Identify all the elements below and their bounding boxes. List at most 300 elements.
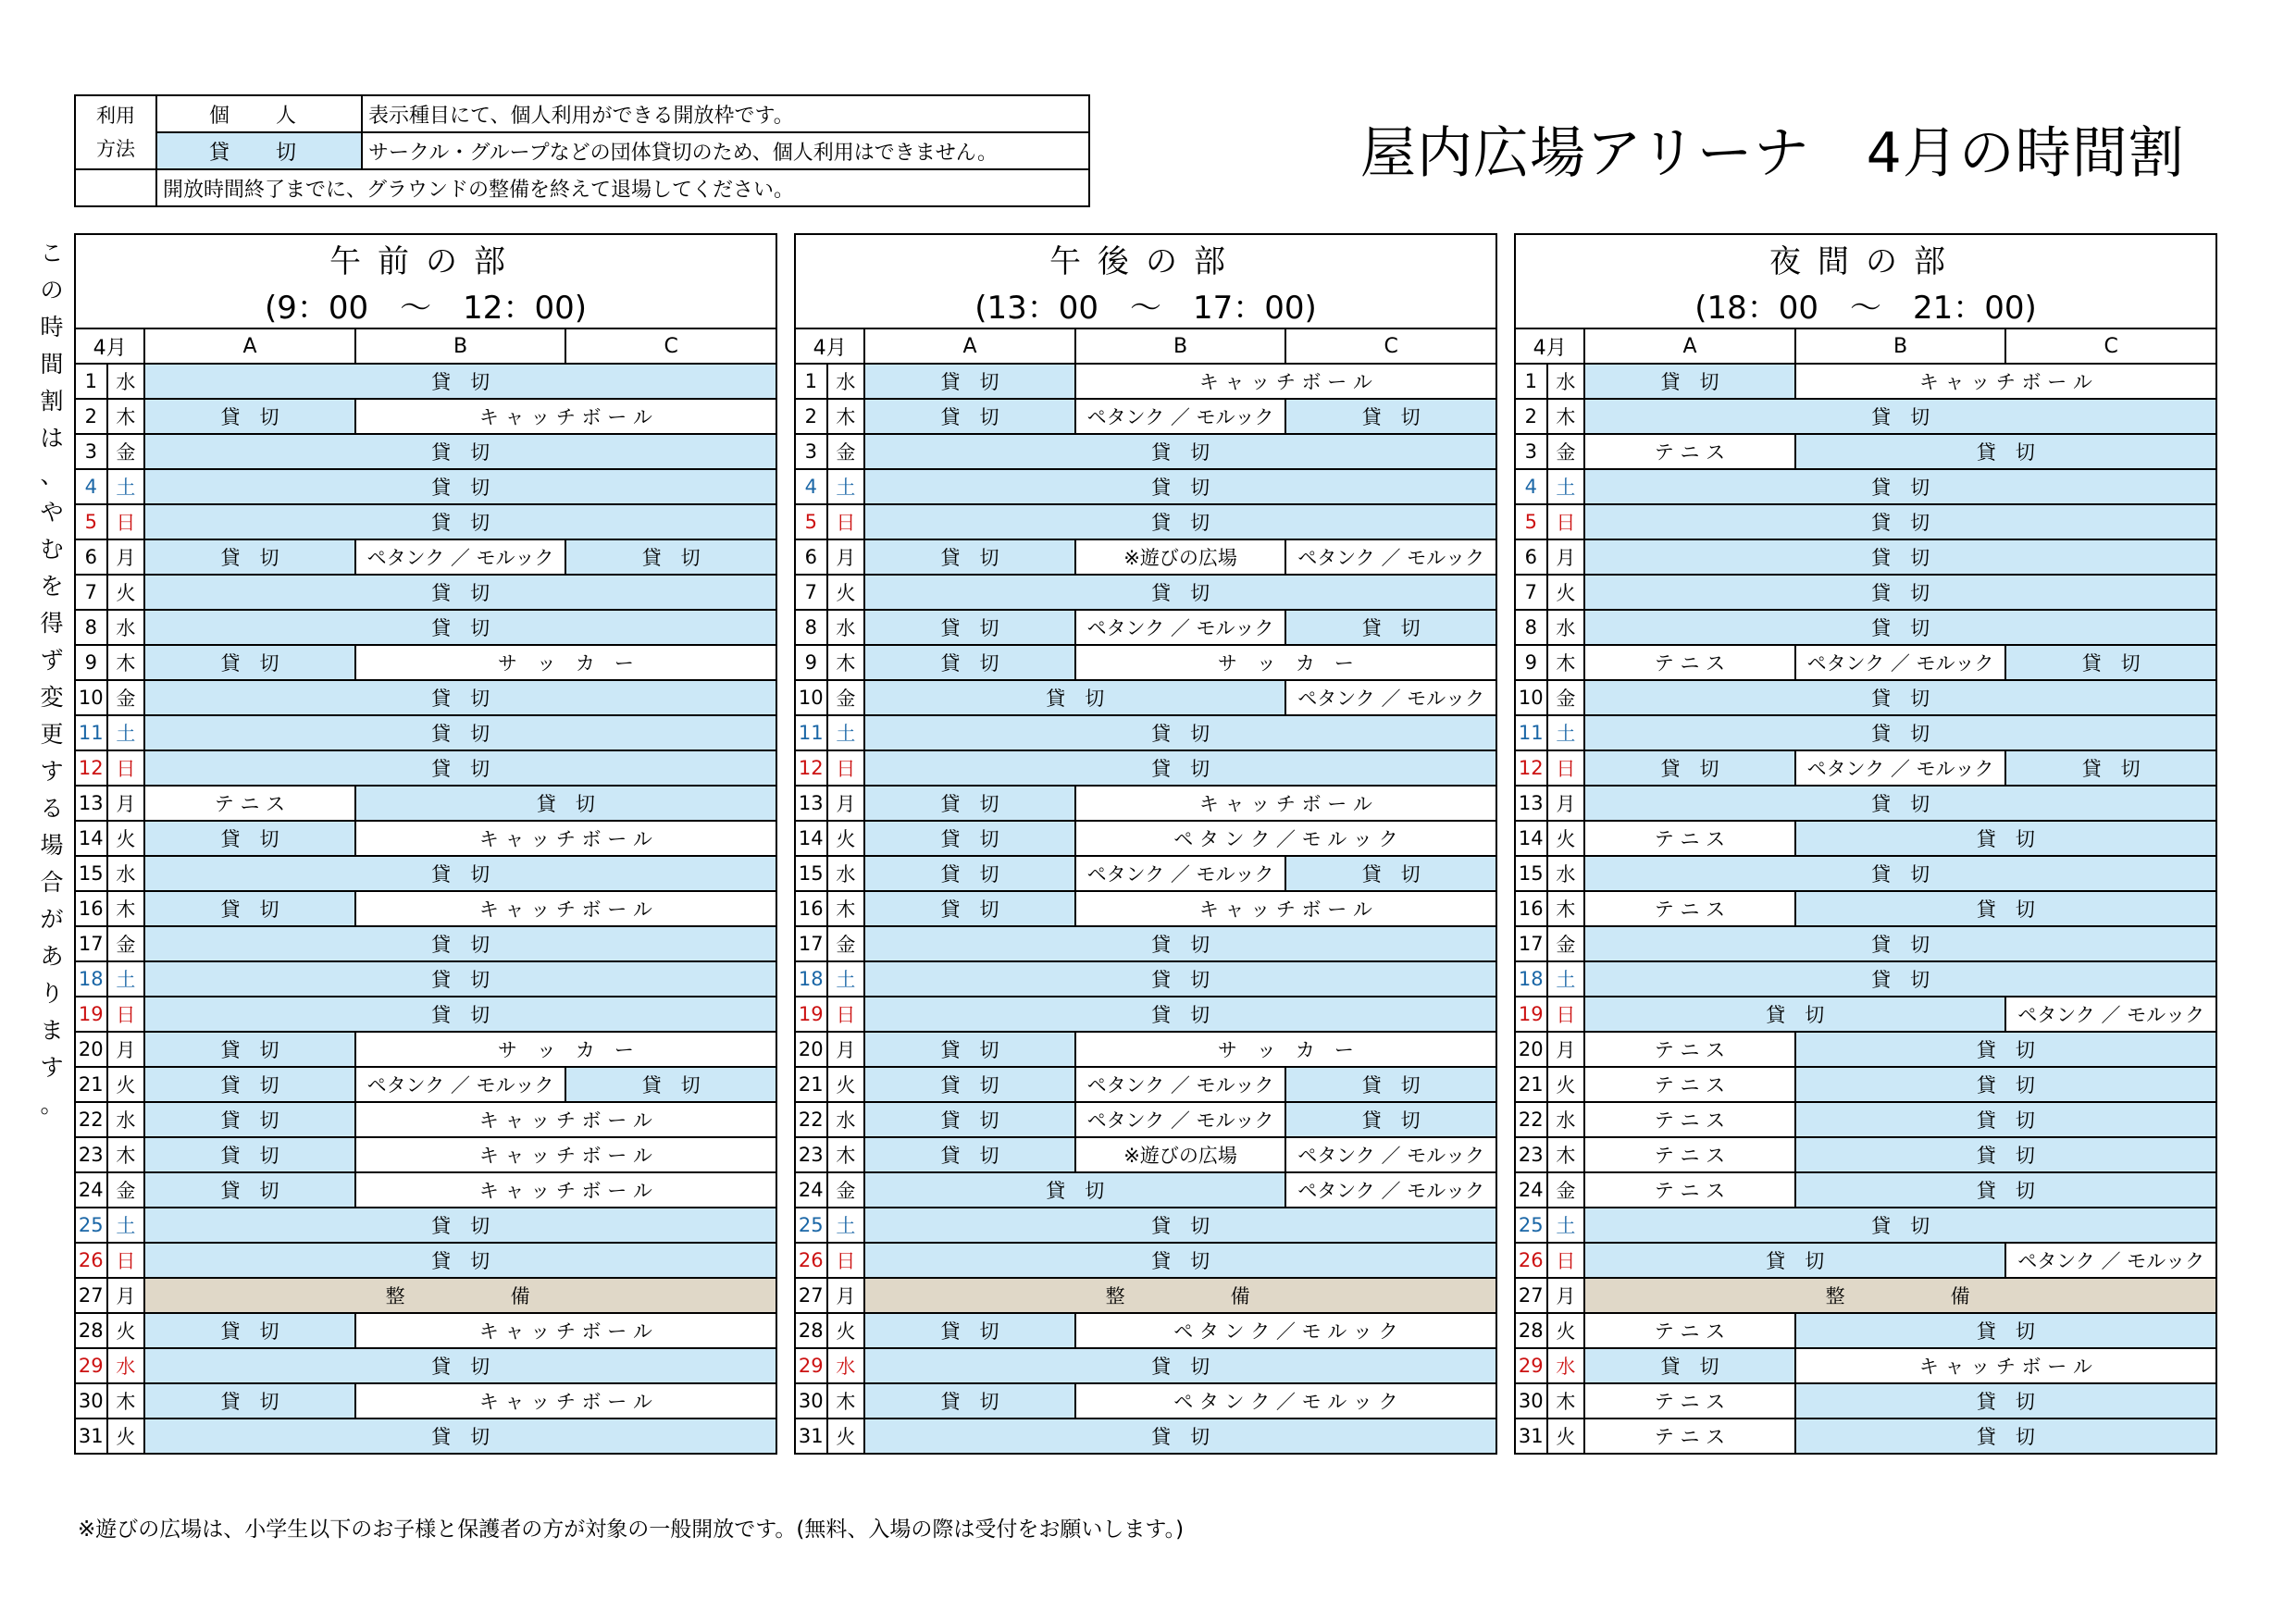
vertical-note-char: こ xyxy=(40,240,64,266)
day-number: 8 xyxy=(1515,610,1547,645)
schedule-cell: 貸 切 xyxy=(144,997,776,1032)
schedule-row xyxy=(1515,399,2216,434)
schedule-cell: テ ニ ス xyxy=(1584,434,1795,469)
weekday: 土 xyxy=(1547,961,1585,997)
schedule-cell: 貸 切 xyxy=(144,891,355,926)
weekday: 火 xyxy=(1547,1419,1585,1454)
day-number: 11 xyxy=(1515,715,1547,750)
day-number: 3 xyxy=(795,434,827,469)
schedule-row xyxy=(1515,539,2216,575)
schedule-row xyxy=(1515,961,2216,997)
day-number: 17 xyxy=(75,926,107,961)
day-number: 18 xyxy=(75,961,107,997)
schedule-cell: キ ャ ッ チ ボ ー ル xyxy=(1075,891,1496,926)
vertical-note-char: が xyxy=(40,906,64,933)
day-number: 24 xyxy=(795,1172,827,1208)
weekday: 火 xyxy=(107,1419,145,1454)
vertical-note-char: の xyxy=(40,277,64,304)
weekday: 月 xyxy=(1547,786,1585,821)
schedule-cell: 貸 切 xyxy=(1285,610,1496,645)
day-number: 28 xyxy=(1515,1313,1547,1348)
weekday: 木 xyxy=(107,645,145,680)
schedule-cell: ペタンク ／ モルック xyxy=(1075,399,1286,434)
day-number: 7 xyxy=(1515,575,1547,610)
weekday: 木 xyxy=(107,1137,145,1172)
day-number: 3 xyxy=(75,434,107,469)
vertical-note-char: 変 xyxy=(40,684,64,711)
schedule-cell: ※遊びの広場 xyxy=(1075,539,1286,575)
schedule-cell: 貸 切 xyxy=(1584,926,2216,961)
weekday: 日 xyxy=(1547,1243,1585,1278)
weekday: 日 xyxy=(1547,750,1585,786)
vertical-note-char: 合 xyxy=(40,869,64,896)
schedule-cell: キ ャ ッ チ ボ ー ル xyxy=(1795,364,2216,399)
day-number: 9 xyxy=(795,645,827,680)
schedule-cell: 貸 切 xyxy=(1795,434,2216,469)
weekday: 月 xyxy=(827,786,865,821)
schedule-cell: 貸 切 xyxy=(355,786,776,821)
schedule-row xyxy=(795,926,1496,961)
schedule-cell: ペ タ ン ク ／ モ ル ッ ク xyxy=(1075,1383,1496,1419)
weekday: 月 xyxy=(827,1278,865,1313)
weekday: 月 xyxy=(107,786,145,821)
schedule-row xyxy=(795,575,1496,610)
weekday: 木 xyxy=(827,1137,865,1172)
schedule-row xyxy=(75,786,776,821)
schedule-row xyxy=(75,750,776,786)
schedule-cell: 貸 切 xyxy=(864,997,1496,1032)
schedule-cell: 貸 切 xyxy=(144,680,776,715)
weekday: 火 xyxy=(107,821,145,856)
schedule-row xyxy=(75,961,776,997)
month-header: 4月 xyxy=(1515,328,1584,364)
weekday: 金 xyxy=(1547,926,1585,961)
section-time: (9：00 ～ 12：00) xyxy=(75,281,776,328)
day-number: 3 xyxy=(1515,434,1547,469)
month-header: 4月 xyxy=(795,328,864,364)
day-number: 13 xyxy=(75,786,107,821)
weekday: 日 xyxy=(1547,997,1585,1032)
schedule-table-2 xyxy=(794,233,1497,1455)
column-header-a: A xyxy=(1584,328,1795,364)
weekday: 月 xyxy=(827,1032,865,1067)
weekday: 土 xyxy=(827,715,865,750)
schedule-row xyxy=(1515,997,2216,1032)
day-number: 14 xyxy=(1515,821,1547,856)
day-number: 11 xyxy=(75,715,107,750)
day-number: 5 xyxy=(795,504,827,539)
schedule-row xyxy=(75,1419,776,1454)
schedule-cell: 貸 切 xyxy=(144,856,776,891)
weekday: 水 xyxy=(827,1348,865,1383)
weekday: 日 xyxy=(107,1243,145,1278)
schedule-cell: ※遊びの広場 xyxy=(1075,1137,1286,1172)
day-number: 26 xyxy=(1515,1243,1547,1278)
legend-kashikiri-desc: サークル・グループなどの団体貸切のため、個人利用はできません。 xyxy=(362,132,1089,169)
column-header-a: A xyxy=(864,328,1075,364)
schedule-cell: 貸 切 xyxy=(1795,821,2216,856)
schedule-cell: 貸 切 xyxy=(864,821,1075,856)
schedule-cell: 貸 切 xyxy=(1584,1243,2005,1278)
weekday: 月 xyxy=(1547,1278,1585,1313)
column-header-b: B xyxy=(355,328,566,364)
schedule-cell: 貸 切 xyxy=(1795,1419,2216,1454)
section-time: (18：00 ～ 21：00) xyxy=(1515,281,2216,328)
schedule-cell: 貸 切 xyxy=(864,399,1075,434)
schedule-cell: 貸 切 xyxy=(864,715,1496,750)
schedule-cell: 貸 切 xyxy=(864,364,1075,399)
schedule-cell: 貸 切 xyxy=(144,1137,355,1172)
schedule-cell: ペタンク ／ モルック xyxy=(1075,856,1286,891)
schedule-cell: 貸 切 xyxy=(1795,1137,2216,1172)
schedule-cell: 貸 切 xyxy=(144,539,355,575)
vertical-note-char: ず xyxy=(40,647,64,674)
schedule-row xyxy=(1515,364,2216,399)
schedule-cell: 貸 切 xyxy=(1584,997,2005,1032)
schedule-cell: ペタンク ／ モルック xyxy=(355,539,566,575)
schedule-cell: 貸 切 xyxy=(144,1243,776,1278)
weekday: 水 xyxy=(1547,610,1585,645)
day-number: 27 xyxy=(795,1278,827,1313)
day-number: 25 xyxy=(1515,1208,1547,1243)
weekday: 木 xyxy=(1547,891,1585,926)
schedule-cell: テ ニ ス xyxy=(1584,1032,1795,1067)
schedule-cell: 貸 切 xyxy=(864,469,1496,504)
weekday: 木 xyxy=(1547,1137,1585,1172)
schedule-row xyxy=(795,1383,1496,1419)
weekday: 土 xyxy=(107,715,145,750)
schedule-cell: 貸 切 xyxy=(1584,469,2216,504)
weekday: 金 xyxy=(827,1172,865,1208)
day-number: 5 xyxy=(1515,504,1547,539)
schedule-row xyxy=(75,1137,776,1172)
schedule-row xyxy=(1515,1032,2216,1067)
schedule-cell: 貸 切 xyxy=(144,645,355,680)
page-title: 屋内広場アリーナ 4月の時間割 xyxy=(1360,121,2185,186)
schedule-row xyxy=(1515,1383,2216,1419)
schedule-cell: 貸 切 xyxy=(144,610,776,645)
schedule-cell: 貸 切 xyxy=(1584,399,2216,434)
vertical-note-char: 割 xyxy=(40,388,64,415)
schedule-cell: テ ニ ス xyxy=(1584,1067,1795,1102)
schedule-row xyxy=(1515,610,2216,645)
day-number: 15 xyxy=(75,856,107,891)
schedule-row xyxy=(795,1278,1496,1313)
day-number: 28 xyxy=(795,1313,827,1348)
weekday: 木 xyxy=(827,399,865,434)
schedule-row xyxy=(75,504,776,539)
weekday: 火 xyxy=(1547,821,1585,856)
schedule-row xyxy=(1515,504,2216,539)
schedule-cell: テ ニ ス xyxy=(1584,1102,1795,1137)
schedule-cell: 貸 切 xyxy=(864,504,1496,539)
schedule-row xyxy=(795,1348,1496,1383)
footnote: ※遊びの広場は、小学生以下のお子様と保護者の方が対象の一般開放です。(無料、入場の際は受付をお願いします。) xyxy=(78,1518,1185,1542)
weekday: 火 xyxy=(1547,1313,1585,1348)
weekday: 水 xyxy=(827,856,865,891)
schedule-row xyxy=(795,750,1496,786)
day-number: 14 xyxy=(75,821,107,856)
day-number: 15 xyxy=(1515,856,1547,891)
schedule-cell: 貸 切 xyxy=(1584,504,2216,539)
schedule-row xyxy=(1515,856,2216,891)
schedule-cell: 貸 切 xyxy=(864,645,1075,680)
schedule-row xyxy=(1515,469,2216,504)
vertical-note-char: る xyxy=(40,795,64,822)
weekday: 日 xyxy=(107,504,145,539)
weekday: 火 xyxy=(827,1067,865,1102)
weekday: 土 xyxy=(827,469,865,504)
day-number: 8 xyxy=(75,610,107,645)
schedule-cell: 貸 切 xyxy=(144,926,776,961)
day-number: 10 xyxy=(795,680,827,715)
schedule-cell: キ ャ ッ チ ボ ー ル xyxy=(1795,1348,2216,1383)
schedule-cell: 貸 切 xyxy=(1584,364,1795,399)
schedule-cell: 貸 切 xyxy=(144,1348,776,1383)
schedule-row xyxy=(795,786,1496,821)
schedule-cell: サ ッ カ ー xyxy=(355,1032,776,1067)
day-number: 20 xyxy=(1515,1032,1547,1067)
day-number: 10 xyxy=(75,680,107,715)
schedule-cell: 貸 切 xyxy=(864,610,1075,645)
section-name: 午後の部 xyxy=(795,234,1496,281)
schedule-row xyxy=(1515,715,2216,750)
day-number: 26 xyxy=(795,1243,827,1278)
weekday: 火 xyxy=(827,821,865,856)
schedule-row xyxy=(795,399,1496,434)
schedule-cell: 貸 切 xyxy=(864,926,1496,961)
schedule-cell: 貸 切 xyxy=(1285,399,1496,434)
day-number: 25 xyxy=(795,1208,827,1243)
month-header: 4月 xyxy=(75,328,144,364)
schedule-cell: テ ニ ス xyxy=(1584,1137,1795,1172)
schedule-cell: 整 備 xyxy=(1584,1278,2216,1313)
schedule-cell: ペタンク ／ モルック xyxy=(2005,1243,2216,1278)
schedule-row xyxy=(795,1243,1496,1278)
weekday: 木 xyxy=(107,1383,145,1419)
schedule-row xyxy=(795,856,1496,891)
day-number: 8 xyxy=(795,610,827,645)
schedule-row xyxy=(795,1208,1496,1243)
schedule-cell: テ ニ ス xyxy=(144,786,355,821)
schedule-cell: 貸 切 xyxy=(565,539,776,575)
weekday: 土 xyxy=(107,469,145,504)
weekday: 日 xyxy=(827,504,865,539)
weekday: 木 xyxy=(107,399,145,434)
day-number: 2 xyxy=(75,399,107,434)
schedule-cell: 貸 切 xyxy=(144,575,776,610)
schedule-cell: キ ャ ッ チ ボ ー ル xyxy=(355,1383,776,1419)
schedule-cell: 貸 切 xyxy=(1795,1313,2216,1348)
day-number: 7 xyxy=(75,575,107,610)
day-number: 19 xyxy=(795,997,827,1032)
day-number: 22 xyxy=(1515,1102,1547,1137)
schedule-row xyxy=(795,1032,1496,1067)
schedule-row xyxy=(75,680,776,715)
weekday: 水 xyxy=(827,364,865,399)
day-number: 30 xyxy=(795,1383,827,1419)
schedule-cell: 貸 切 xyxy=(1795,1102,2216,1137)
day-number: 22 xyxy=(75,1102,107,1137)
weekday: 日 xyxy=(107,997,145,1032)
weekday: 水 xyxy=(107,610,145,645)
schedule-row xyxy=(75,645,776,680)
schedule-cell: 貸 切 xyxy=(864,1243,1496,1278)
schedule-cell: 貸 切 xyxy=(1584,1208,2216,1243)
schedule-cell: 貸 切 xyxy=(864,961,1496,997)
schedule-cell: 貸 切 xyxy=(565,1067,776,1102)
weekday: 火 xyxy=(827,1419,865,1454)
schedule-cell: キ ャ ッ チ ボ ー ル xyxy=(1075,364,1496,399)
vertical-note-char: 得 xyxy=(40,610,64,637)
schedule-cell: 貸 切 xyxy=(144,1208,776,1243)
weekday: 火 xyxy=(1547,1067,1585,1102)
weekday: 月 xyxy=(107,539,145,575)
column-header-c: C xyxy=(1285,328,1496,364)
column-header-c: C xyxy=(2005,328,2216,364)
schedule-cell: 貸 切 xyxy=(864,1208,1496,1243)
day-number: 12 xyxy=(1515,750,1547,786)
schedule-cell: ペタンク ／ モルック xyxy=(1795,645,2006,680)
schedule-cell: 貸 切 xyxy=(144,961,776,997)
vertical-note-char: あ xyxy=(40,943,64,970)
day-number: 14 xyxy=(795,821,827,856)
schedule-row xyxy=(795,1419,1496,1454)
schedule-row xyxy=(795,997,1496,1032)
vertical-note-char: 、 xyxy=(40,462,64,489)
schedule-row xyxy=(75,539,776,575)
schedule-row xyxy=(795,645,1496,680)
weekday: 水 xyxy=(1547,364,1585,399)
weekday: 水 xyxy=(107,1348,145,1383)
schedule-cell: 貸 切 xyxy=(864,1313,1075,1348)
schedule-cell: テ ニ ス xyxy=(1584,891,1795,926)
day-number: 19 xyxy=(75,997,107,1032)
weekday: 火 xyxy=(1547,575,1585,610)
weekday: 金 xyxy=(827,926,865,961)
schedule-cell: 貸 切 xyxy=(144,1313,355,1348)
weekday: 水 xyxy=(1547,856,1585,891)
schedule-row xyxy=(1515,891,2216,926)
schedule-cell: 整 備 xyxy=(864,1278,1496,1313)
weekday: 金 xyxy=(107,1172,145,1208)
schedule-cell: ペタンク ／ モルック xyxy=(1285,1172,1496,1208)
day-number: 9 xyxy=(75,645,107,680)
day-number: 6 xyxy=(1515,539,1547,575)
vertical-note-char: す xyxy=(40,1054,64,1081)
schedule-cell: キ ャ ッ チ ボ ー ル xyxy=(355,1172,776,1208)
day-number: 7 xyxy=(795,575,827,610)
weekday: 金 xyxy=(107,434,145,469)
schedule-row xyxy=(795,680,1496,715)
schedule-cell: 貸 切 xyxy=(1584,715,2216,750)
schedule-cell: キ ャ ッ チ ボ ー ル xyxy=(355,399,776,434)
schedule-row xyxy=(75,434,776,469)
schedule-row xyxy=(795,1102,1496,1137)
schedule-row xyxy=(795,539,1496,575)
day-number: 27 xyxy=(75,1278,107,1313)
schedule-cell: ペ タ ン ク ／ モ ル ッ ク xyxy=(1075,821,1496,856)
schedule-row xyxy=(75,1243,776,1278)
schedule-cell: 貸 切 xyxy=(864,786,1075,821)
schedule-cell: 貸 切 xyxy=(144,821,355,856)
day-number: 29 xyxy=(75,1348,107,1383)
schedule-cell: 貸 切 xyxy=(864,1102,1075,1137)
usage-legend xyxy=(74,94,1090,207)
schedule-cell: ペ タ ン ク ／ モ ル ッ ク xyxy=(1075,1313,1496,1348)
schedule-row xyxy=(795,469,1496,504)
vertical-note-char: は xyxy=(40,425,64,452)
schedule-cell: 貸 切 xyxy=(864,856,1075,891)
day-number: 18 xyxy=(795,961,827,997)
day-number: 21 xyxy=(1515,1067,1547,1102)
schedule-row xyxy=(75,891,776,926)
schedule-cell: 貸 切 xyxy=(864,1419,1496,1454)
schedule-cell: 貸 切 xyxy=(1584,1348,1795,1383)
schedule-cell: テ ニ ス xyxy=(1584,821,1795,856)
schedule-cell: キ ャ ッ チ ボ ー ル xyxy=(355,1313,776,1348)
schedule-row xyxy=(1515,1419,2216,1454)
day-number: 6 xyxy=(75,539,107,575)
schedule-row xyxy=(795,610,1496,645)
day-number: 4 xyxy=(795,469,827,504)
schedule-cell: 貸 切 xyxy=(864,1348,1496,1383)
weekday: 火 xyxy=(107,575,145,610)
schedule-row xyxy=(75,856,776,891)
schedule-cell: 貸 切 xyxy=(144,1419,776,1454)
schedule-row xyxy=(1515,1137,2216,1172)
schedule-cell: テ ニ ス xyxy=(1584,1383,1795,1419)
column-header-b: B xyxy=(1795,328,2006,364)
schedule-cell: 貸 切 xyxy=(864,575,1496,610)
schedule-cell: 貸 切 xyxy=(144,504,776,539)
schedule-cell: 貸 切 xyxy=(864,750,1496,786)
schedule-cell: 貸 切 xyxy=(1584,750,1795,786)
schedule-row xyxy=(795,821,1496,856)
schedule-row xyxy=(75,926,776,961)
weekday: 水 xyxy=(1547,1102,1585,1137)
schedule-cell: 貸 切 xyxy=(1285,856,1496,891)
schedule-cell: 貸 切 xyxy=(864,539,1075,575)
weekday: 水 xyxy=(107,1102,145,1137)
day-number: 13 xyxy=(795,786,827,821)
schedule-row xyxy=(1515,750,2216,786)
weekday: 日 xyxy=(827,750,865,786)
weekday: 水 xyxy=(107,364,145,399)
legend-note: 開放時間終了までに、グラウンドの整備を終えて退場してください。 xyxy=(156,169,1089,206)
schedule-row xyxy=(75,1313,776,1348)
schedule-cell: ペタンク ／ モルック xyxy=(355,1067,566,1102)
schedule-row xyxy=(1515,821,2216,856)
vertical-note-char: 時 xyxy=(40,314,64,341)
schedule-cell: 貸 切 xyxy=(864,680,1285,715)
weekday: 金 xyxy=(827,434,865,469)
schedule-cell: キ ャ ッ チ ボ ー ル xyxy=(1075,786,1496,821)
day-number: 1 xyxy=(1515,364,1547,399)
schedule-cell: サ ッ カ ー xyxy=(1075,1032,1496,1067)
section-name: 夜間の部 xyxy=(1515,234,2216,281)
schedule-cell: 貸 切 xyxy=(144,1172,355,1208)
schedule-row xyxy=(1515,645,2216,680)
schedule-row xyxy=(75,1102,776,1137)
day-number: 10 xyxy=(1515,680,1547,715)
schedule-cell: 貸 切 xyxy=(1795,891,2216,926)
day-number: 22 xyxy=(795,1102,827,1137)
weekday: 土 xyxy=(107,1208,145,1243)
weekday: 金 xyxy=(107,680,145,715)
day-number: 18 xyxy=(1515,961,1547,997)
schedule-cell: 貸 切 xyxy=(1285,1102,1496,1137)
